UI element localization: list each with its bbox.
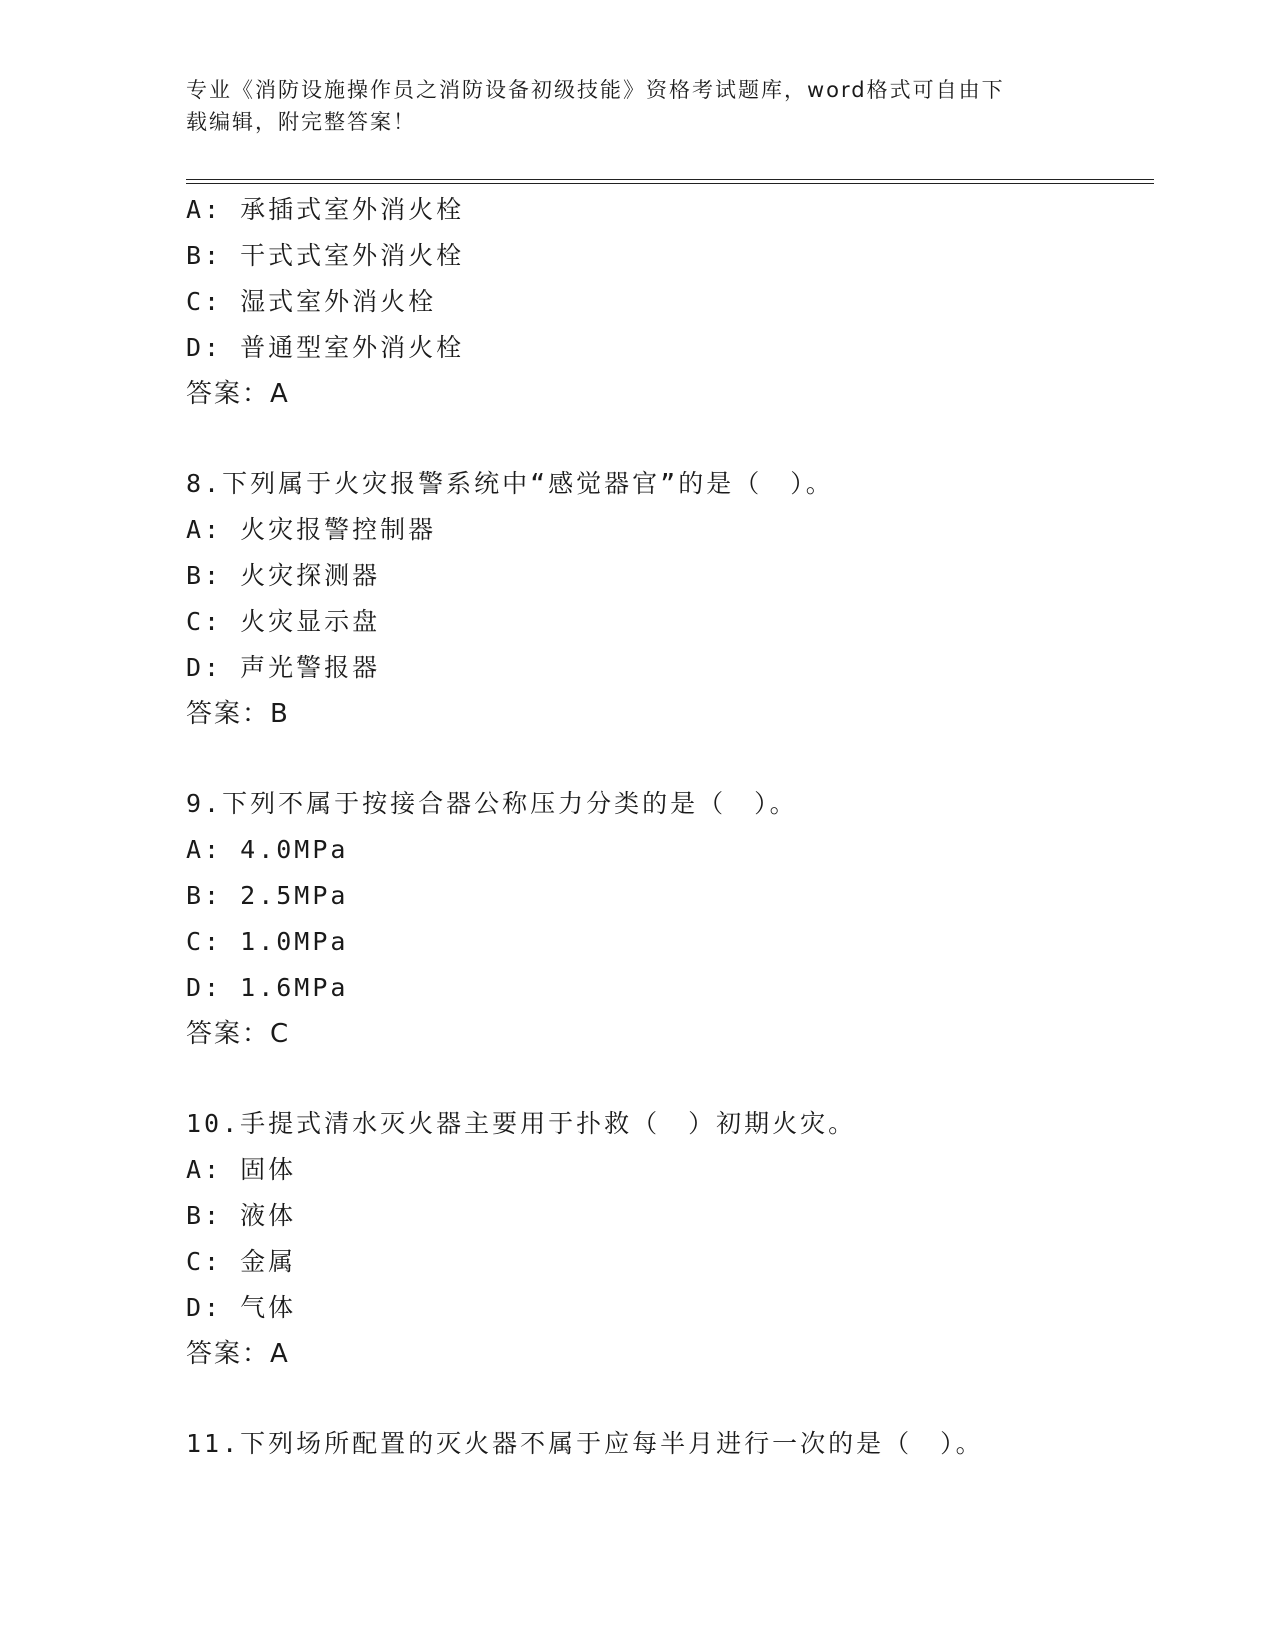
option-a: A: 4.0MPa (186, 835, 349, 864)
answer: 答案：C (186, 1019, 291, 1049)
document-header (186, 74, 1066, 138)
option-d: D: 气体 (186, 1293, 297, 1322)
question-8 (186, 461, 1154, 737)
option-b: B: 干式式室外消火栓 (186, 241, 465, 270)
header-divider-bottom (186, 183, 1154, 184)
option-b: B: 2.5MPa (186, 881, 349, 910)
option-a: A: 火灾报警控制器 (186, 515, 437, 544)
option-c: C: 湿式室外消火栓 (186, 287, 437, 316)
option-b: B: 液体 (186, 1201, 297, 1230)
question-text: 10.手提式清水灭火器主要用于扑救（ ）初期火灾。 (186, 1109, 857, 1138)
question-9 (186, 781, 1154, 1057)
question-list (186, 187, 1154, 1467)
answer: 答案：B (186, 699, 290, 729)
option-c: C: 火灾显示盘 (186, 607, 381, 636)
question-text: 8.下列属于火灾报警系统中“感觉器官”的是（ ）。 (186, 469, 834, 498)
header-line-2: 载编辑，附完整答案！ (186, 110, 416, 134)
question-11 (186, 1421, 1154, 1467)
option-a: A: 承插式室外消火栓 (186, 195, 465, 224)
option-c: C: 金属 (186, 1247, 297, 1276)
option-d: D: 声光警报器 (186, 653, 381, 682)
answer: 答案：A (186, 379, 290, 409)
option-d: D: 普通型室外消火栓 (186, 333, 465, 362)
answer: 答案：A (186, 1339, 290, 1369)
option-b: B: 火灾探测器 (186, 561, 381, 590)
header-divider-top (186, 179, 1154, 180)
header-line-1: 专业《消防设施操作员之消防设备初级技能》资格考试题库，word格式可自由下 (186, 78, 1005, 102)
option-d: D: 1.6MPa (186, 973, 349, 1002)
option-c: C: 1.0MPa (186, 927, 349, 956)
question-text: 11.下列场所配置的灭火器不属于应每半月进行一次的是（ ）。 (186, 1429, 984, 1458)
question-7-partial (186, 187, 1154, 417)
question-text: 9.下列不属于按接合器公称压力分类的是（ ）。 (186, 789, 798, 818)
option-a: A: 固体 (186, 1155, 297, 1184)
question-10 (186, 1101, 1154, 1377)
